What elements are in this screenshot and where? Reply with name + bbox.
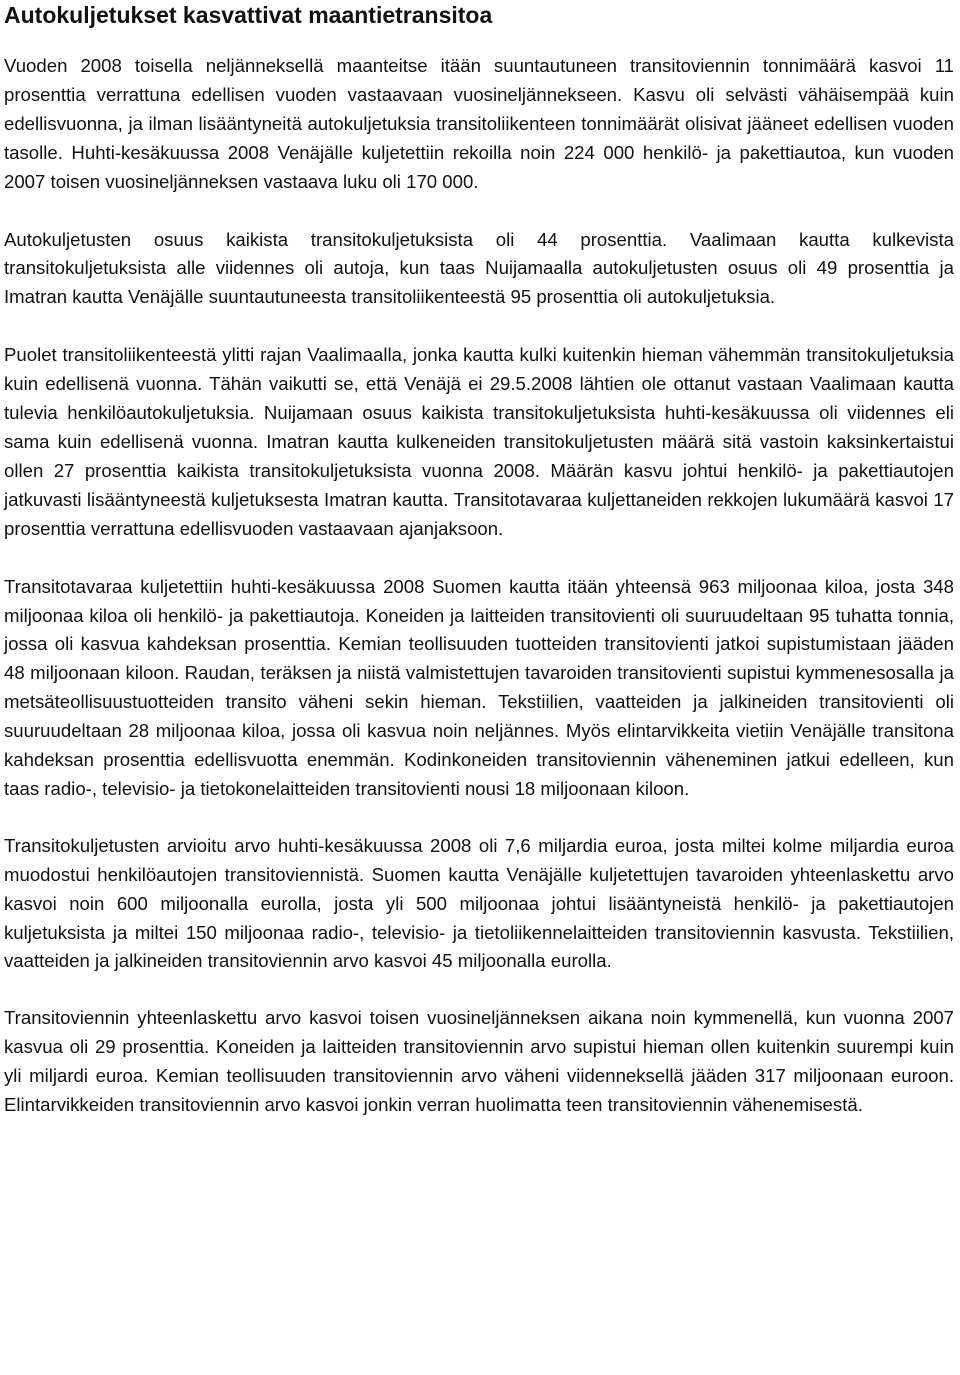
paragraph-3: Puolet transitoliikenteestä ylitti rajan Vaalimaalla, jonka kautta kulki kuitenkin hieman vähemmän transitokuljetuksia kuin edellisenä vuonna. Tähän vaikutti se, että Venäjä ei 29.5.2008 lähtien ole ottanut vastaan Vaalimaan kautta tulevia henkilöautokuljetuksia. Nuijamaan osuus kaikista transitokuljetuksista huhti-kesäkuussa oli viidennes eli sama kuin edellisenä vuonna. Imatran kautta kulkeneiden transitokuljetusten määrä sitä vastoin kaksinkertaistui ollen 27 prosenttia kaikista transitokuljetuksista vuonna 2008. Määrän kasvu johtui henkilö- ja pakettiautojen jatkuvasti lisääntyneestä kuljetuksesta Imatran kautta. Transitotavaraa kuljettaneiden rekkojen lukumäärä kasvoi 17 prosenttia verrattuna edellisvuoden vastaavaan ajanjaksoon. — [4, 344, 954, 539]
paragraph-1: Vuoden 2008 toisella neljänneksellä maanteitse itään suuntautuneen transitoviennin tonnimäärä kasvoi 11 prosenttia verrattuna edellisen vuoden vastaavaan vuosineljännekseen. Kasvu oli selvästi vähäisempää kuin edellisvuonna, ja ilman lisääntyneitä autokuljetuksia transitoliikenteen tonnimäärät olisivat jääneet edellisen vuoden tasolle. Huhti-kesäkuussa 2008 Venäjälle kuljetettiin rekoilla noin 224 000 henkilö- ja pakettiautoa, kun vuoden 2007 toisen vuosineljänneksen vastaava luku oli 170 000. — [4, 55, 954, 192]
document-page — [4, 0, 954, 1120]
paragraph-4: Transitotavaraa kuljetettiin huhti-kesäkuussa 2008 Suomen kautta itään yhteensä 963 miljoonaa kiloa, josta 348 miljoonaa kiloa oli henkilö- ja pakettiautoja. Koneiden ja laitteiden transitovienti oli suuruudeltaan 95 tuhatta tonnia, jossa oli kasvua kahdeksan prosenttia. Kemian teollisuuden tuotteiden transitovienti jatkoi supistumistaan jääden 48 miljoonaan kiloon. Raudan, teräksen ja niistä valmistettujen tavaroiden transitovienti supistui kymmenesosalla ja metsäteollisuustuotteiden transito väheni sekin hieman. Tekstiilien, vaatteiden ja jalkineiden transitovienti oli suuruudeltaan 28 miljoonaa kiloa, jossa oli kasvua noin neljännes. Myös elintarvikkeita vietiin Venäjälle transitona kahdeksan prosenttia edellisvuotta enemmän. Kodinkoneiden transitoviennin väheneminen jatkui edelleen, kun taas radio-, televisio- ja tietokonelaitteiden transitovienti nousi 18 miljoonaan kiloon. — [4, 575, 954, 799]
document-title: Autokuljetukset kasvattivat maantietransitoa — [4, 2, 493, 28]
paragraph-6: Transitoviennin yhteenlaskettu arvo kasvoi toisen vuosineljänneksen aikana noin kymmenellä, kun vuonna 2007 kasvua oli 29 prosenttia. Koneiden ja laitteiden transitoviennin arvo supistui hieman ollen kuitenkin suurempi kuin yli miljardi euroa. Kemian teollisuuden transitoviennin arvo väheni viidenneksellä jääden 317 miljoonaan euroon. Elintarvikkeiden transitoviennin arvo kasvoi jonkin verran huolimatta teen transitoviennin vähenemisestä. — [4, 1007, 954, 1116]
paragraph-5: Transitokuljetusten arvioitu arvo huhti-kesäkuussa 2008 oli 7,6 miljardia euroa, josta miltei kolme miljardia euroa muodostui henkilöautojen transitoviennistä. Suomen kautta Venäjälle kuljetettujen tavaroiden yhteenlaskettu arvo kasvoi noin 600 miljoonalla eurolla, josta yli 500 miljoonaa johtui lisääntyneistä henkilö- ja pakettiautojen kuljetuksista ja miltei 150 miljoonaa radio-, televisio- ja tietoliikennelaitteiden transitoviennin kasvusta. Tekstiilien, vaatteiden ja jalkineiden transitoviennin arvo kasvoi 45 miljoonalla eurolla. — [4, 834, 954, 972]
paragraph-2: Autokuljetusten osuus kaikista transitokuljetuksista oli 44 prosenttia. Vaalimaan kautta kulkevista transitokuljetuksista alle viidennes oli autoja, kun taas Nuijamaalla autokuljetusten osuus oli 49 prosenttia ja Imatran kautta Venäjälle suuntautuneesta transitoliikenteestä 95 prosenttia oli autokuljetuksia. — [4, 228, 954, 308]
